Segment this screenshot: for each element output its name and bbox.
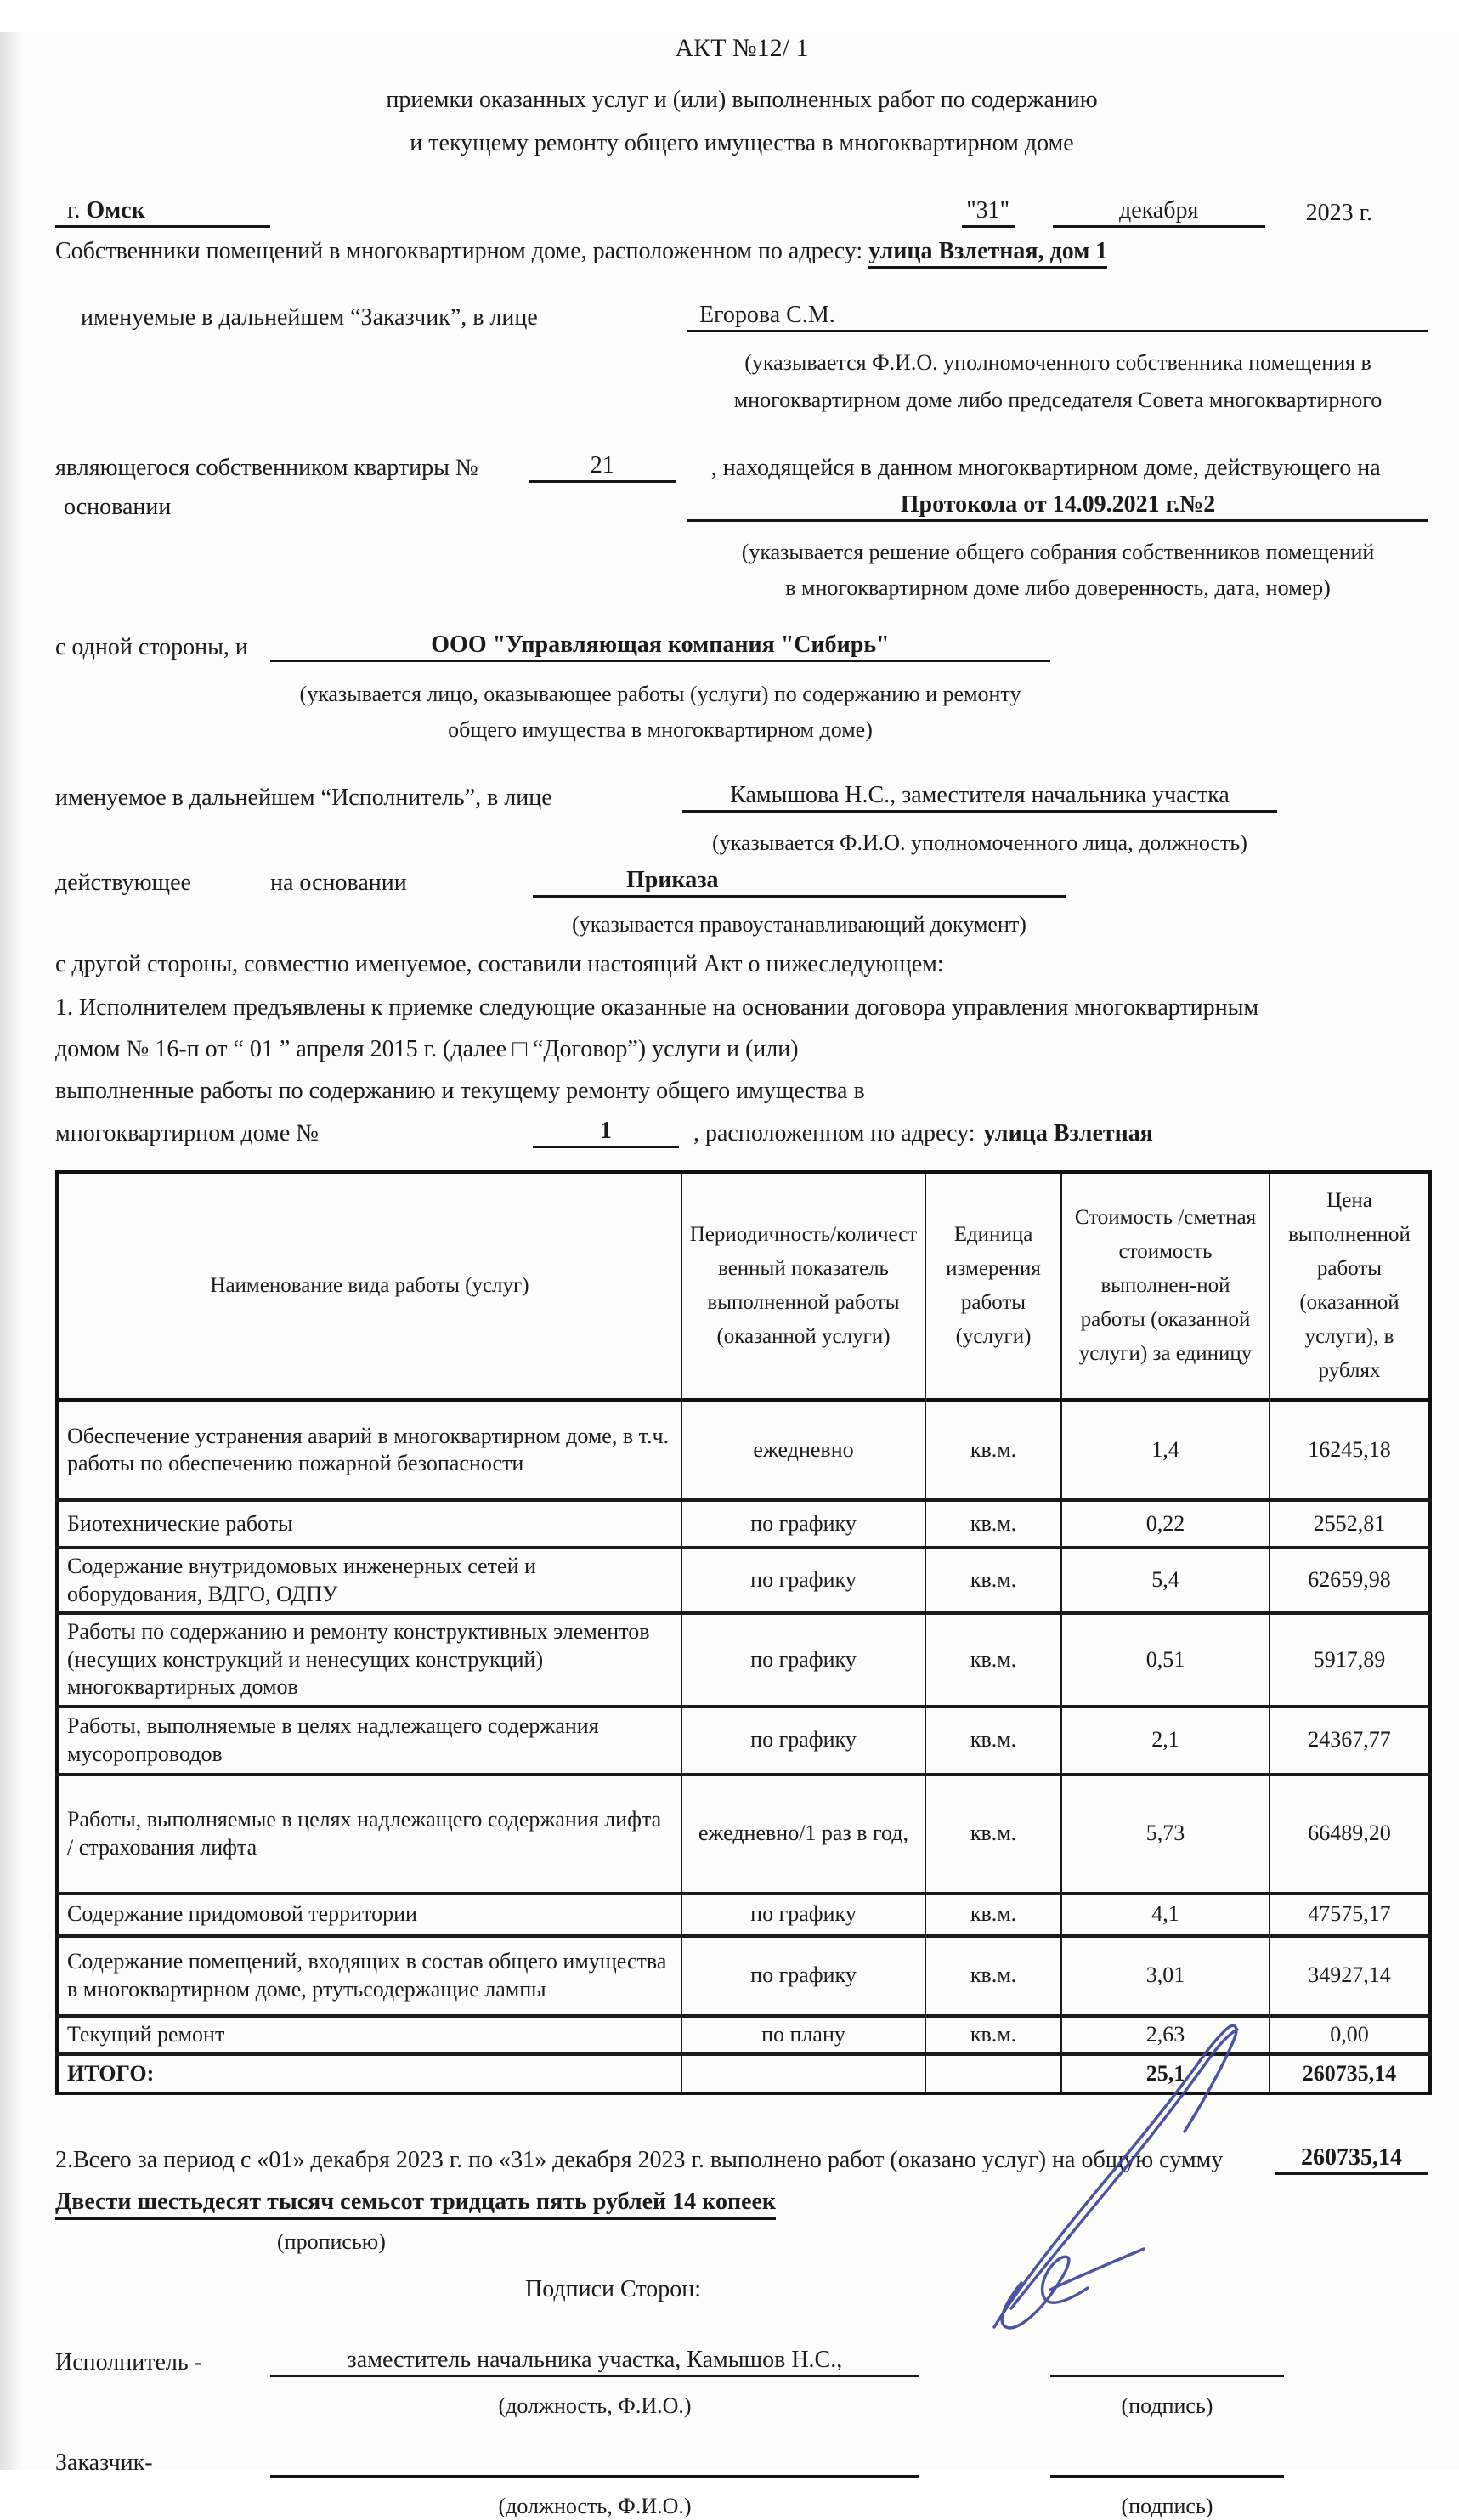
customer-sign-hint: (подпись) xyxy=(1050,2493,1284,2520)
total-rate: 25,1 xyxy=(1061,2054,1270,2093)
work-period: по графику xyxy=(681,1894,925,1936)
executor-position-hint: (должность, Ф.И.О.) xyxy=(270,2393,919,2421)
amount-in-words: Двести шестьдесят тысяч семьсот тридцать пять рублей 14 копеек xyxy=(55,2189,776,2220)
house-number-field: 1 xyxy=(533,1116,679,1148)
house-row xyxy=(55,1116,1428,1148)
scan-edge-artifact xyxy=(0,32,22,2470)
work-unit: кв.м. xyxy=(925,1894,1061,1936)
table-total-row xyxy=(57,2054,1430,2093)
summary-total-field: 260735,14 xyxy=(1275,2143,1428,2175)
table-row xyxy=(57,1613,1430,1707)
work-price: 66489,20 xyxy=(1270,1775,1430,1894)
customer-signature-row xyxy=(55,2448,1428,2478)
customer-label: именуемые в дальнейшем “Заказчик”, в лице xyxy=(55,303,687,332)
person-name-field: Камышова Н.С., заместителя начальника участка xyxy=(682,780,1277,813)
basis-value-field: Протокола от 14.09.2021 г.№2 xyxy=(687,490,1428,522)
customer-sig-label: Заказчик- xyxy=(55,2448,270,2478)
date-day-field: "31" xyxy=(962,195,1015,228)
work-rate: 2,63 xyxy=(1061,2016,1270,2054)
apartment-label: являющегося собственником квартиры № xyxy=(55,453,478,483)
clause1-line1: 1. Исполнителем предъявлены к приемке следующие оказанные на основании договора управления многоквартирным xyxy=(55,993,1428,1022)
work-name: Работы, выполняемые в целях надлежащего содержания мусоропроводов xyxy=(57,1707,681,1775)
owners-line xyxy=(55,236,1428,266)
work-name: Биотехнические работы xyxy=(57,1500,681,1548)
city-prefix: г. xyxy=(67,197,80,224)
house-street: улица Взлетная xyxy=(984,1118,1153,1148)
executor-label: Исполнитель - xyxy=(55,2347,270,2377)
total-label: ИТОГО: xyxy=(57,2054,681,2093)
acting-label-1: действующее xyxy=(55,868,270,898)
document-subtitle-1: приемки оказанных услуг и (или) выполненных работ по содержанию xyxy=(55,85,1428,115)
city-date-row xyxy=(55,195,1428,228)
summary-row xyxy=(55,2143,1428,2175)
customer-position-hint: (должность, Ф.И.О.) xyxy=(270,2493,919,2520)
executor-position-field: заместитель начальника участка, Камышов Н.С., xyxy=(270,2345,919,2377)
work-price: 24367,77 xyxy=(1270,1707,1430,1775)
company-hint-2: общего имущества в многоквартирном доме) xyxy=(270,716,1050,745)
table-row xyxy=(57,1775,1430,1894)
executor-sign-hint: (подпись) xyxy=(1050,2393,1284,2421)
work-price: 62659,98 xyxy=(1270,1548,1430,1613)
work-unit: кв.м. xyxy=(925,1400,1061,1500)
work-unit: кв.м. xyxy=(925,1613,1061,1707)
work-rate: 0,51 xyxy=(1061,1613,1270,1707)
city-value: Омск xyxy=(86,197,144,224)
work-unit: кв.м. xyxy=(925,1548,1061,1613)
summary-sentence: 2.Всего за период с «01» декабря 2023 г. по «31» декабря 2023 г. выполнено работ (оказано услуг) на общую сумму xyxy=(55,2145,1223,2175)
work-unit: кв.м. xyxy=(925,1936,1061,2016)
work-period: по графику xyxy=(681,1613,925,1707)
apartment-row xyxy=(55,450,1428,483)
basis-hint-1: (указывается решение общего собрания собственников помещений xyxy=(687,539,1428,567)
company-row xyxy=(55,630,1428,662)
executor-signature-row xyxy=(55,2345,1428,2377)
work-price: 34927,14 xyxy=(1270,1936,1430,2016)
person-label: именуемое в дальнейшем “Исполнитель”, в лице xyxy=(55,783,682,813)
table-header-row xyxy=(57,1172,1430,1401)
col-header-name: Наименование вида работы (услуг) xyxy=(57,1172,681,1401)
customer-sign-field xyxy=(1050,2475,1284,2478)
company-name-field: ООО "Управляющая компания "Сибирь" xyxy=(270,630,1050,662)
house-suffix: , расположенном по адресу: xyxy=(693,1118,975,1148)
work-period: ежедневно/1 раз в год, xyxy=(681,1775,925,1894)
work-rate: 1,4 xyxy=(1061,1400,1270,1500)
document-title: АКТ №12/ 1 xyxy=(55,32,1428,65)
total-period xyxy=(681,2054,925,2093)
table-row xyxy=(57,1936,1430,2016)
apartment-number-field: 21 xyxy=(529,450,676,483)
work-period: ежедневно xyxy=(681,1400,925,1500)
preamble: с другой стороны, совместно именуемое, составили настоящий Акт о нижеследующем: xyxy=(55,949,1428,979)
table-row xyxy=(57,1400,1430,1500)
customer-position-field xyxy=(270,2475,919,2478)
work-name: Работы по содержанию и ремонту конструктивных элементов (несущих конструкций и ненесущих конструкций) многоквартирных домов xyxy=(57,1613,681,1707)
acting-row xyxy=(55,865,1428,898)
table-row xyxy=(57,2016,1430,2054)
work-price: 0,00 xyxy=(1270,2016,1430,2054)
acting-label-2: на основании xyxy=(270,868,533,898)
work-name: Содержание внутридомовых инженерных сетей и оборудования, ВДГО, ОДПУ xyxy=(57,1548,681,1613)
company-label: с одной стороны, и xyxy=(55,632,270,662)
work-period: по плану xyxy=(681,2016,925,2054)
company-hint-1: (указывается лицо, оказывающее работы (услуги) по содержанию и ремонту xyxy=(270,681,1050,709)
acting-value-field: Приказа xyxy=(533,865,1066,898)
work-unit: кв.м. xyxy=(925,1500,1061,1548)
work-price: 16245,18 xyxy=(1270,1400,1430,1500)
basis-hint-2: в многоквартирном доме либо доверенность, дата, номер) xyxy=(687,575,1428,603)
customer-row xyxy=(55,300,1428,332)
work-name: Текущий ремонт xyxy=(57,2016,681,2054)
house-label: многоквартирном доме № xyxy=(55,1118,533,1148)
words-hint: (прописью) xyxy=(55,2228,1428,2257)
table-row xyxy=(57,1707,1430,1775)
col-header-period: Периодичность/количест венный показатель выполненной работы (оказанной услуги) xyxy=(681,1172,925,1401)
work-rate: 3,01 xyxy=(1061,1936,1270,2016)
total-price: 260735,14 xyxy=(1270,2054,1430,2093)
basis-label: основании xyxy=(55,492,687,522)
table-row xyxy=(57,1548,1430,1613)
work-name: Работы, выполняемые в целях надлежащего содержания лифта / страхования лифта xyxy=(57,1775,681,1894)
work-unit: кв.м. xyxy=(925,1707,1061,1775)
work-rate: 2,1 xyxy=(1061,1707,1270,1775)
customer-hint-1: (указывается Ф.И.О. уполномоченного собственника помещения в xyxy=(687,349,1428,377)
act-document-page xyxy=(0,32,1459,2470)
clause1-line3: выполненные работы по содержанию и текущему ремонту общего имущества в xyxy=(55,1076,1428,1106)
work-period: по графику xyxy=(681,1548,925,1613)
work-rate: 5,73 xyxy=(1061,1775,1270,1894)
customer-hint-2: многоквартирном доме либо председателя Совета многоквартирного xyxy=(687,387,1428,415)
work-period: по графику xyxy=(681,1707,925,1775)
owners-address: улица Взлетная, дом 1 xyxy=(868,238,1107,269)
works-table xyxy=(55,1170,1432,2095)
person-hint: (указывается Ф.И.О. уполномоченного лица, должность) xyxy=(682,830,1277,858)
owners-prefix: Собственники помещений в многоквартирном доме, расположенном по адресу: xyxy=(55,238,862,264)
work-rate: 0,22 xyxy=(1061,1500,1270,1548)
work-unit: кв.м. xyxy=(925,2016,1061,2054)
document-subtitle-2: и текущему ремонту общего имущества в многоквартирном доме xyxy=(55,128,1428,158)
work-name: Обеспечение устранения аварий в многоквартирном доме, в т.ч. работы по обеспечению пожарной безопасности xyxy=(57,1400,681,1500)
signatures-title: Подписи Сторон: xyxy=(55,2274,1428,2304)
work-name: Содержание помещений, входящих в состав общего имущества в многоквартирном доме, ртутьсодержащие лампы xyxy=(57,1936,681,2016)
date-month-field: декабря xyxy=(1053,195,1265,228)
acting-hint: (указывается правоустанавливающий документ) xyxy=(533,911,1066,939)
total-unit xyxy=(925,2054,1061,2093)
col-header-rate: Стоимость /сметная стоимость выполнен-ной работы (оказанной услуги) за единицу xyxy=(1061,1172,1270,1401)
col-header-unit: Единица измерения работы (услуги) xyxy=(925,1172,1061,1401)
table-row xyxy=(57,1894,1430,1936)
work-period: по графику xyxy=(681,1500,925,1548)
work-unit: кв.м. xyxy=(925,1775,1061,1894)
work-price: 2552,81 xyxy=(1270,1500,1430,1548)
person-row xyxy=(55,780,1428,813)
basis-row xyxy=(55,490,1428,522)
work-rate: 5,4 xyxy=(1061,1548,1270,1613)
work-price: 47575,17 xyxy=(1270,1894,1430,1936)
date-year: 2023 г. xyxy=(1306,198,1372,228)
apartment-suffix: , находящейся в данном многоквартирном доме, действующего на xyxy=(711,453,1381,483)
city-field xyxy=(55,195,270,228)
customer-name-field: Егорова С.М. xyxy=(687,300,1428,332)
work-period: по графику xyxy=(681,1936,925,2016)
work-rate: 4,1 xyxy=(1061,1894,1270,1936)
work-name: Содержание придомовой территории xyxy=(57,1894,681,1936)
table-row xyxy=(57,1500,1430,1548)
executor-sign-field xyxy=(1050,2375,1284,2377)
col-header-price: Цена выполненной работы (оказанной услуги), в рублях xyxy=(1270,1172,1430,1401)
work-price: 5917,89 xyxy=(1270,1613,1430,1707)
clause1-line2: домом № 16-п от “ 01 ” апреля 2015 г. (далее □ “Договор”) услуги и (или) xyxy=(55,1034,1428,1064)
